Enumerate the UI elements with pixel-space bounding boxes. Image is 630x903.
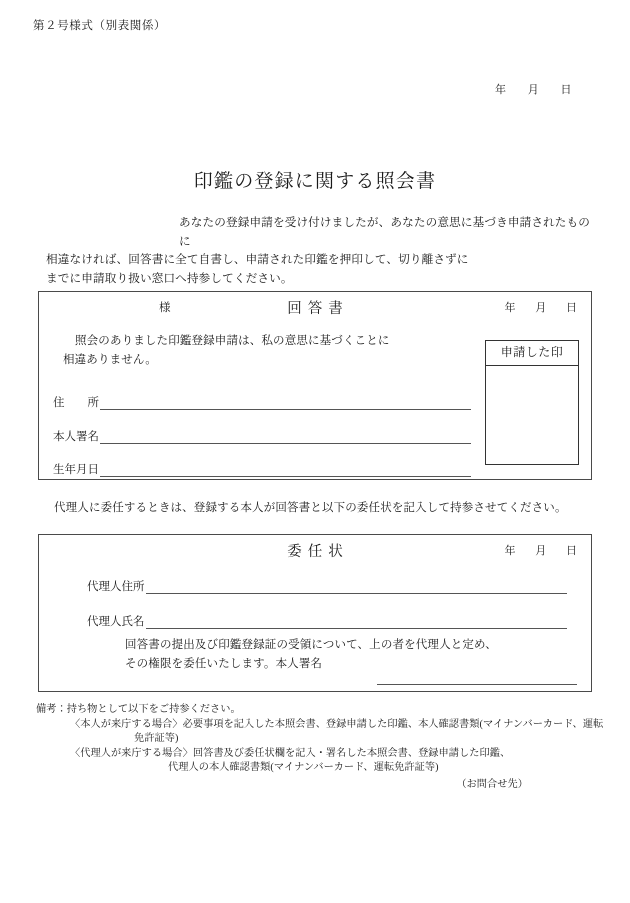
signature-field-row[interactable] <box>53 427 471 444</box>
proxy-date-line <box>505 542 578 558</box>
address-field-label: 住 所 <box>53 397 99 409</box>
date-day-label: 日 <box>560 84 572 96</box>
contact-label: （お問合せ先） <box>456 778 528 790</box>
birthdate-field-input[interactable] <box>100 463 471 477</box>
document-date-line <box>495 81 572 97</box>
proxy-instruction-note: 代理人に委任するときは、登録する本人が回答書と以下の委任状を記入して持参させてください。 <box>54 502 567 514</box>
birthdate-field-label: 生年月日 <box>53 464 99 476</box>
proxy-form-box <box>38 534 592 692</box>
proxy-address-field-row[interactable] <box>87 577 567 594</box>
proxy-date-year-label: 年 <box>504 545 516 557</box>
intro-line-1: あなたの登録申請を受け付けましたが、あなたの意思に基づき申請されたものに <box>179 216 591 248</box>
proxy-date-month-label: 月 <box>535 545 547 557</box>
principal-signature-input[interactable] <box>377 683 577 685</box>
proxy-box-title: 委任状 <box>287 544 349 560</box>
form-number: 第２号様式（別表関係） <box>33 20 167 32</box>
answer-date-month-label: 月 <box>535 302 547 314</box>
intro-line-3: までに申請取り扱い窓口へ持参してください。 <box>46 271 293 285</box>
answer-statement-line-2: 相違ありません。 <box>63 353 157 366</box>
seal-impression-box[interactable] <box>485 340 579 465</box>
delegation-statement <box>125 636 497 673</box>
proxy-name-field-row[interactable] <box>87 612 567 629</box>
proxy-address-field-input[interactable] <box>146 580 568 594</box>
page-title: 印鑑の登録に関する照会書 <box>193 171 437 192</box>
answer-date-year-label: 年 <box>504 302 516 314</box>
proxy-name-field-input[interactable] <box>146 615 568 629</box>
answer-date-line <box>505 299 578 315</box>
answer-statement <box>63 332 390 369</box>
birthdate-field-row[interactable] <box>53 460 471 477</box>
signature-field-label: 本人署名 <box>53 430 99 443</box>
seal-impression-area[interactable] <box>486 366 578 464</box>
remarks-section <box>36 703 604 792</box>
remarks-line-2: 〈本人が来庁する場合〉必要事項を記入した本照会書、登録申請した印鑑、本人確認書類(マイナンバーカード、運転 <box>70 718 604 730</box>
answer-box-title: 回答書 <box>287 301 349 317</box>
intro-paragraph <box>46 214 592 288</box>
answer-box-header <box>39 292 591 322</box>
proxy-box-header <box>39 535 591 565</box>
remarks-line-4: 〈代理人が来庁する場合〉回答書及び委任状欄を記入・署名した本照会書、登録申請した印鑑、 <box>70 747 511 759</box>
answer-form-box <box>38 291 592 480</box>
answer-field-list <box>53 393 471 494</box>
remarks-line-5: 代理人の本人確認書類(マイナンバーカード、運転免許証等) <box>168 762 439 773</box>
delegation-line-2: その権限を委任いたします。本人署名 <box>125 657 323 670</box>
answer-statement-line-1: 照会のありました印鑑登録申請は、私の意思に基づくことに <box>75 335 390 347</box>
remarks-line-3: 免許証等) <box>134 733 179 744</box>
seal-box-header: 申請した印 <box>486 341 578 366</box>
date-year-label: 年 <box>495 84 506 96</box>
addressee-suffix: 様 <box>159 302 171 314</box>
delegation-line-1: 回答書の提出及び印鑑登録証の受領について、上の者を代理人と定め、 <box>125 639 497 651</box>
signature-field-input[interactable] <box>100 430 471 444</box>
address-field-row[interactable] <box>53 393 471 410</box>
address-field-input[interactable] <box>100 396 471 410</box>
remarks-line-1: 備考：持ち物として以下をご持参ください。 <box>36 704 241 715</box>
proxy-date-day-label: 日 <box>566 545 577 557</box>
intro-line-2: 相違なければ、回答書に全て自書し、申請された印鑑を押印して、切り離さずに <box>46 253 469 266</box>
proxy-address-field-label: 代理人住所 <box>87 581 145 593</box>
answer-date-day-label: 日 <box>566 302 577 314</box>
date-month-label: 月 <box>527 84 539 96</box>
proxy-name-field-label: 代理人氏名 <box>87 616 145 628</box>
